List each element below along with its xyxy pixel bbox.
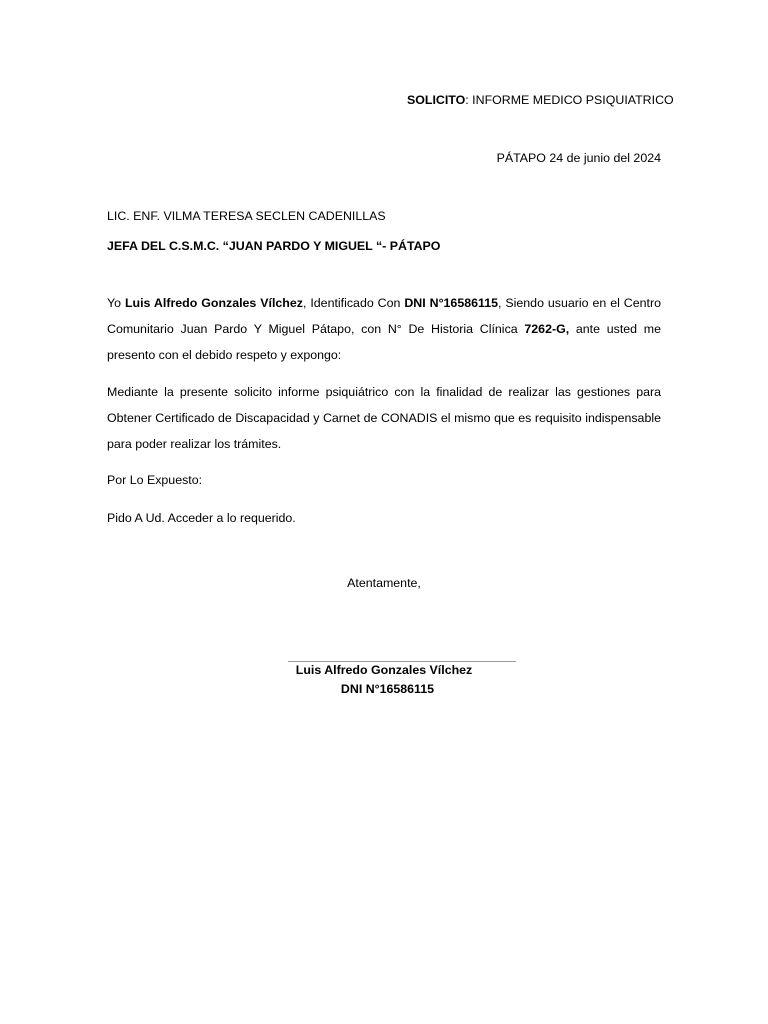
paragraph-purpose-line-2: Obtener Certificado de Discapacidad y Carnet de CONADIS el mismo que es requisito indispensable [107, 411, 661, 425]
signature-name: Luis Alfredo Gonzales Vílchez [295, 663, 473, 677]
applicant-name: Luis Alfredo Gonzales Vílchez [124, 296, 303, 310]
paragraph-request [107, 295, 661, 373]
text-centro: Comunitario Juan Pardo Y Miguel Pátapo, con N° De Historia Clínica [107, 322, 525, 336]
request-statement: Pido A Ud. Acceder a lo requerido. [107, 511, 296, 525]
text-yo: Yo [107, 296, 125, 310]
paragraph-request-line-1 [107, 295, 661, 321]
paragraph-request-line-2 [107, 321, 661, 347]
applicant-dni: DNI N°16586115 [404, 296, 498, 310]
recipient-name: LIC. ENF. VILMA TERESA SECLEN CADENILLAS [107, 209, 386, 223]
text-usuario: , Siendo usuario en el Centro [498, 296, 661, 310]
paragraph-purpose-line-1: Mediante la presente solicito informe psiquiátrico con la finalidad de realizar las gestiones para [107, 385, 661, 399]
clinical-history-number: 7262-G, [524, 322, 570, 336]
closing: Atentamente, [347, 576, 421, 590]
subject-label: SOLICITO [407, 93, 466, 107]
por-lo-expuesto: Por Lo Expuesto: [107, 473, 203, 487]
recipient-title: JEFA DEL C.S.M.C. “JUAN PARDO Y MIGUEL “- PÁTAPO [107, 239, 441, 253]
text-ante-usted: ante usted me [569, 322, 661, 336]
paragraph-purpose-line-3: para poder realizar los trámites. [107, 437, 282, 451]
text-identificado: , Identificado Con [302, 296, 405, 310]
paragraph-request-line-3: presento con el debido respeto y expongo: [107, 348, 342, 362]
subject-text: : INFORME MEDICO PSIQUIATRICO [465, 93, 674, 107]
paragraph-purpose [107, 384, 661, 462]
date-line: PÁTAPO 24 de junio del 2024 [496, 151, 661, 165]
subject-line [407, 92, 674, 108]
signature-dni: DNI N°16586115 [340, 682, 435, 696]
